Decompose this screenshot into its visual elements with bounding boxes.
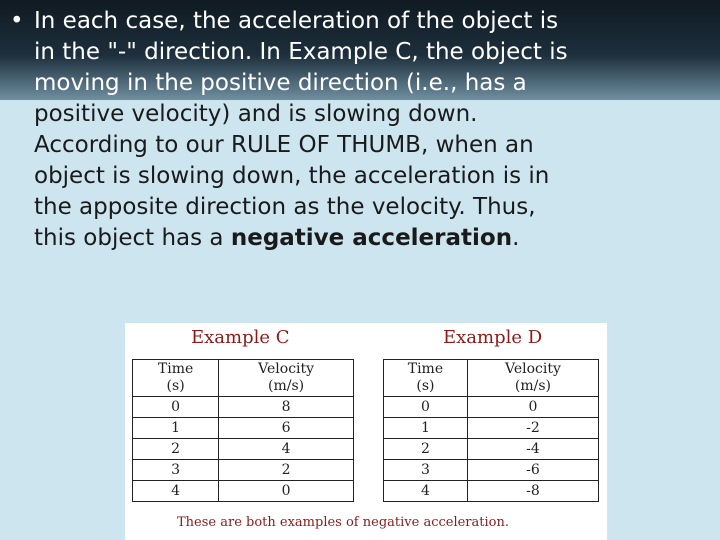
velocity-cell: 0 — [467, 397, 598, 418]
table-row — [133, 460, 354, 481]
table-header-row — [133, 360, 354, 397]
table-header-row — [384, 360, 599, 397]
emphasis-negative-acceleration: negative acceleration — [230, 225, 513, 251]
table-row — [133, 397, 354, 418]
table-row — [384, 418, 599, 439]
time-cell: 1 — [133, 418, 219, 439]
time-cell: 3 — [133, 460, 219, 481]
time-cell: 0 — [384, 397, 468, 418]
example-d-title: Example D — [443, 327, 543, 348]
text-line: In each case, the acceleration of the object is — [34, 8, 559, 34]
example-c-title: Example C — [191, 327, 290, 348]
time-header — [384, 360, 468, 397]
velocity-cell: 8 — [219, 397, 354, 418]
time-header — [133, 360, 219, 397]
velocity-header-unit: (m/s) — [514, 378, 551, 394]
velocity-header-label: Velocity — [505, 361, 561, 377]
velocity-cell: -2 — [467, 418, 598, 439]
text-line-prefix: this object has a — [34, 225, 231, 251]
velocity-cell: 4 — [219, 439, 354, 460]
text-line: object is slowing down, the acceleration is in — [34, 163, 550, 189]
figure-caption: These are both examples of negative acceleration. — [177, 515, 509, 530]
velocity-header-unit: (m/s) — [268, 378, 305, 394]
text-line-suffix: . — [512, 225, 520, 251]
text-line: positive velocity) and is slowing down. — [34, 101, 478, 127]
velocity-cell: -8 — [467, 481, 598, 502]
velocity-cell: -6 — [467, 460, 598, 481]
velocity-cell: 0 — [219, 481, 354, 502]
bullet-paragraph — [10, 6, 640, 254]
time-cell: 0 — [133, 397, 219, 418]
text-line: moving in the positive direction (i.e., has a — [34, 70, 527, 96]
table-row — [133, 418, 354, 439]
text-line-last — [34, 223, 640, 254]
velocity-cell: -4 — [467, 439, 598, 460]
time-cell: 1 — [384, 418, 468, 439]
velocity-header — [219, 360, 354, 397]
bullet-marker: • — [10, 8, 24, 34]
table-row — [384, 460, 599, 481]
table-row — [133, 439, 354, 460]
time-cell: 4 — [384, 481, 468, 502]
time-header-unit: (s) — [416, 378, 435, 394]
velocity-cell: 2 — [219, 460, 354, 481]
table-row — [384, 439, 599, 460]
table-row — [133, 481, 354, 502]
text-line: According to our RULE OF THUMB, when an — [34, 132, 534, 158]
time-header-label: Time — [407, 361, 444, 377]
example-d-table — [383, 359, 599, 502]
velocity-header-label: Velocity — [258, 361, 315, 377]
time-cell: 2 — [133, 439, 219, 460]
text-line: in the "-" direction. In Example C, the object is — [34, 39, 568, 65]
velocity-header — [467, 360, 598, 397]
table-row — [384, 481, 599, 502]
table-row — [384, 397, 599, 418]
time-cell: 3 — [384, 460, 468, 481]
text-line: the apposite direction as the velocity. Thus, — [34, 194, 536, 220]
examples-figure — [125, 323, 607, 540]
time-cell: 4 — [133, 481, 219, 502]
velocity-cell: 6 — [219, 418, 354, 439]
example-c-table — [132, 359, 354, 502]
time-header-unit: (s) — [166, 378, 185, 394]
time-header-label: Time — [157, 361, 194, 377]
time-cell: 2 — [384, 439, 468, 460]
